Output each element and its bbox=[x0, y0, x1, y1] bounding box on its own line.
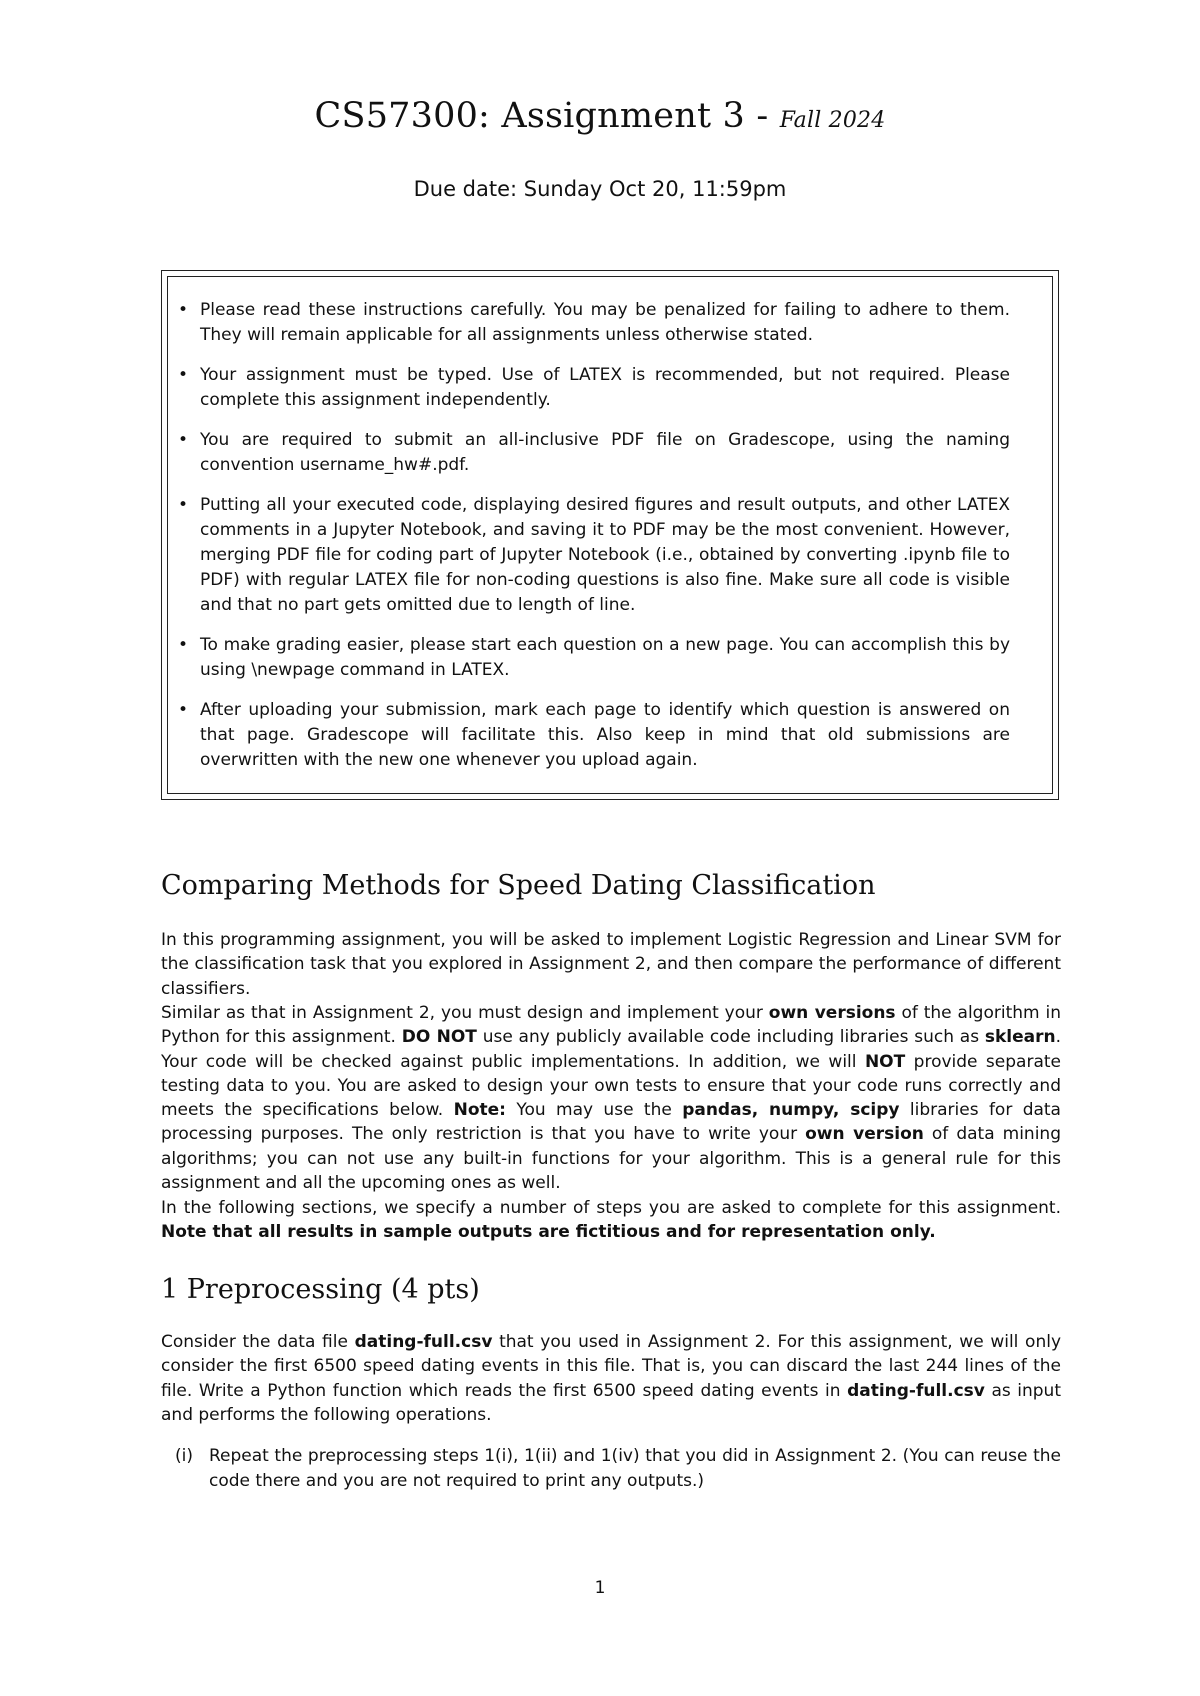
bullet-icon: • bbox=[178, 365, 189, 385]
instructions-list bbox=[178, 298, 1010, 788]
item-number: (i) bbox=[175, 1446, 193, 1466]
intro-heading: Comparing Methods for Speed Dating Classification bbox=[161, 870, 876, 901]
instruction-item: • After uploading your submission, mark each page to identify which question is answered on that page. Gradescope will facilitate this. Also keep in mind that old submissions are overwritten with the new one whenever you upload again. bbox=[178, 700, 1010, 770]
instruction-item: • Please read these instructions carefully. You may be penalized for failing to adhere to them. They will remain applicable for all assignments unless otherwise stated. bbox=[178, 300, 1010, 345]
instruction-item: • You are required to submit an all-inclusive PDF file on Gradescope, using the naming convention username_hw#.pdf. bbox=[178, 430, 1010, 475]
instruction-item: • Your assignment must be typed. Use of LATEX is recommended, but not required. Please complete this assignment independently. bbox=[178, 365, 1010, 410]
page-number: 1 bbox=[594, 1578, 606, 1598]
bullet-icon: • bbox=[178, 635, 189, 655]
instruction-item: • Putting all your executed code, displaying desired figures and result outputs, and other LATEX comments in a Jupyter Notebook, and saving it to PDF may be the most convenient. However, merging PDF file for coding part of Jupyter Notebook (i.e., obtained by converting .ipynb file to PDF) with regular LATEX file for non-coding questions is also fine. Make sure all code is visible and that no part gets omitted due to length of line. bbox=[178, 495, 1010, 615]
instructions-box bbox=[161, 270, 1059, 800]
intro-paragraph-2: Similar as that in Assignment 2, you must design and implement your own versions of the algorithm in Python for this assignment. DO NOT use any publicly available code including libraries such as sklearn. Your code will be checked against public implementations. In addition, we will NOT provide separate testing data to you. You are asked to design your own tests to ensure that your code runs correctly and meets the specifications below. Note: You may use the pandas, numpy, scipy libraries for data processing purposes. The only restriction is that you have to write your own version of data mining algorithms; you can not use any built-in functions for your algorithm. This is a general rule for this assignment and all the upcoming ones as well. bbox=[161, 1003, 1062, 1194]
item-text: Repeat the preprocessing steps 1(i), 1(ii) and 1(iv) that you did in Assignment 2. (You can reuse the code there and you are not required to print any outputs.) bbox=[209, 1446, 1061, 1491]
section-1-paragraph: Consider the data file dating-full.csv that you used in Assignment 2. For this assignment, we will only consider the first 6500 speed dating events in this file. That is, you can discard the last 244 lines of the file. Write a Python function which reads the first 6500 speed dating events in dating-full.csv as input and performs the following operations. bbox=[161, 1332, 1062, 1425]
section-1-heading: 1 Preprocessing (4 pts) bbox=[161, 1274, 480, 1305]
title-text: CS57300: Assignment 3 - bbox=[314, 96, 769, 136]
bullet-icon: • bbox=[178, 495, 189, 515]
bullet-icon: • bbox=[178, 300, 189, 320]
enumerated-item bbox=[175, 1444, 1061, 1494]
intro-paragraph-1: In this programming assignment, you will be asked to implement Logistic Regression and Linear SVM for the classification task that you explored in Assignment 2, and then compare the performance of different classifiers. bbox=[161, 930, 1061, 999]
assignment-title bbox=[0, 96, 1200, 136]
bullet-icon: • bbox=[178, 430, 189, 450]
instruction-item: • To make grading easier, please start each question on a new page. You can accomplish this by using \newpage command in LATEX. bbox=[178, 635, 1010, 680]
term-text: Fall 2024 bbox=[779, 108, 886, 133]
intro-paragraph-3: In the following sections, we specify a number of steps you are asked to complete for this assignment. Note that all results in sample outputs are fictitious and for representation only. bbox=[161, 1198, 1061, 1243]
due-date: Due date: Sunday Oct 20, 11:59pm bbox=[413, 177, 787, 201]
bullet-icon: • bbox=[178, 700, 189, 720]
